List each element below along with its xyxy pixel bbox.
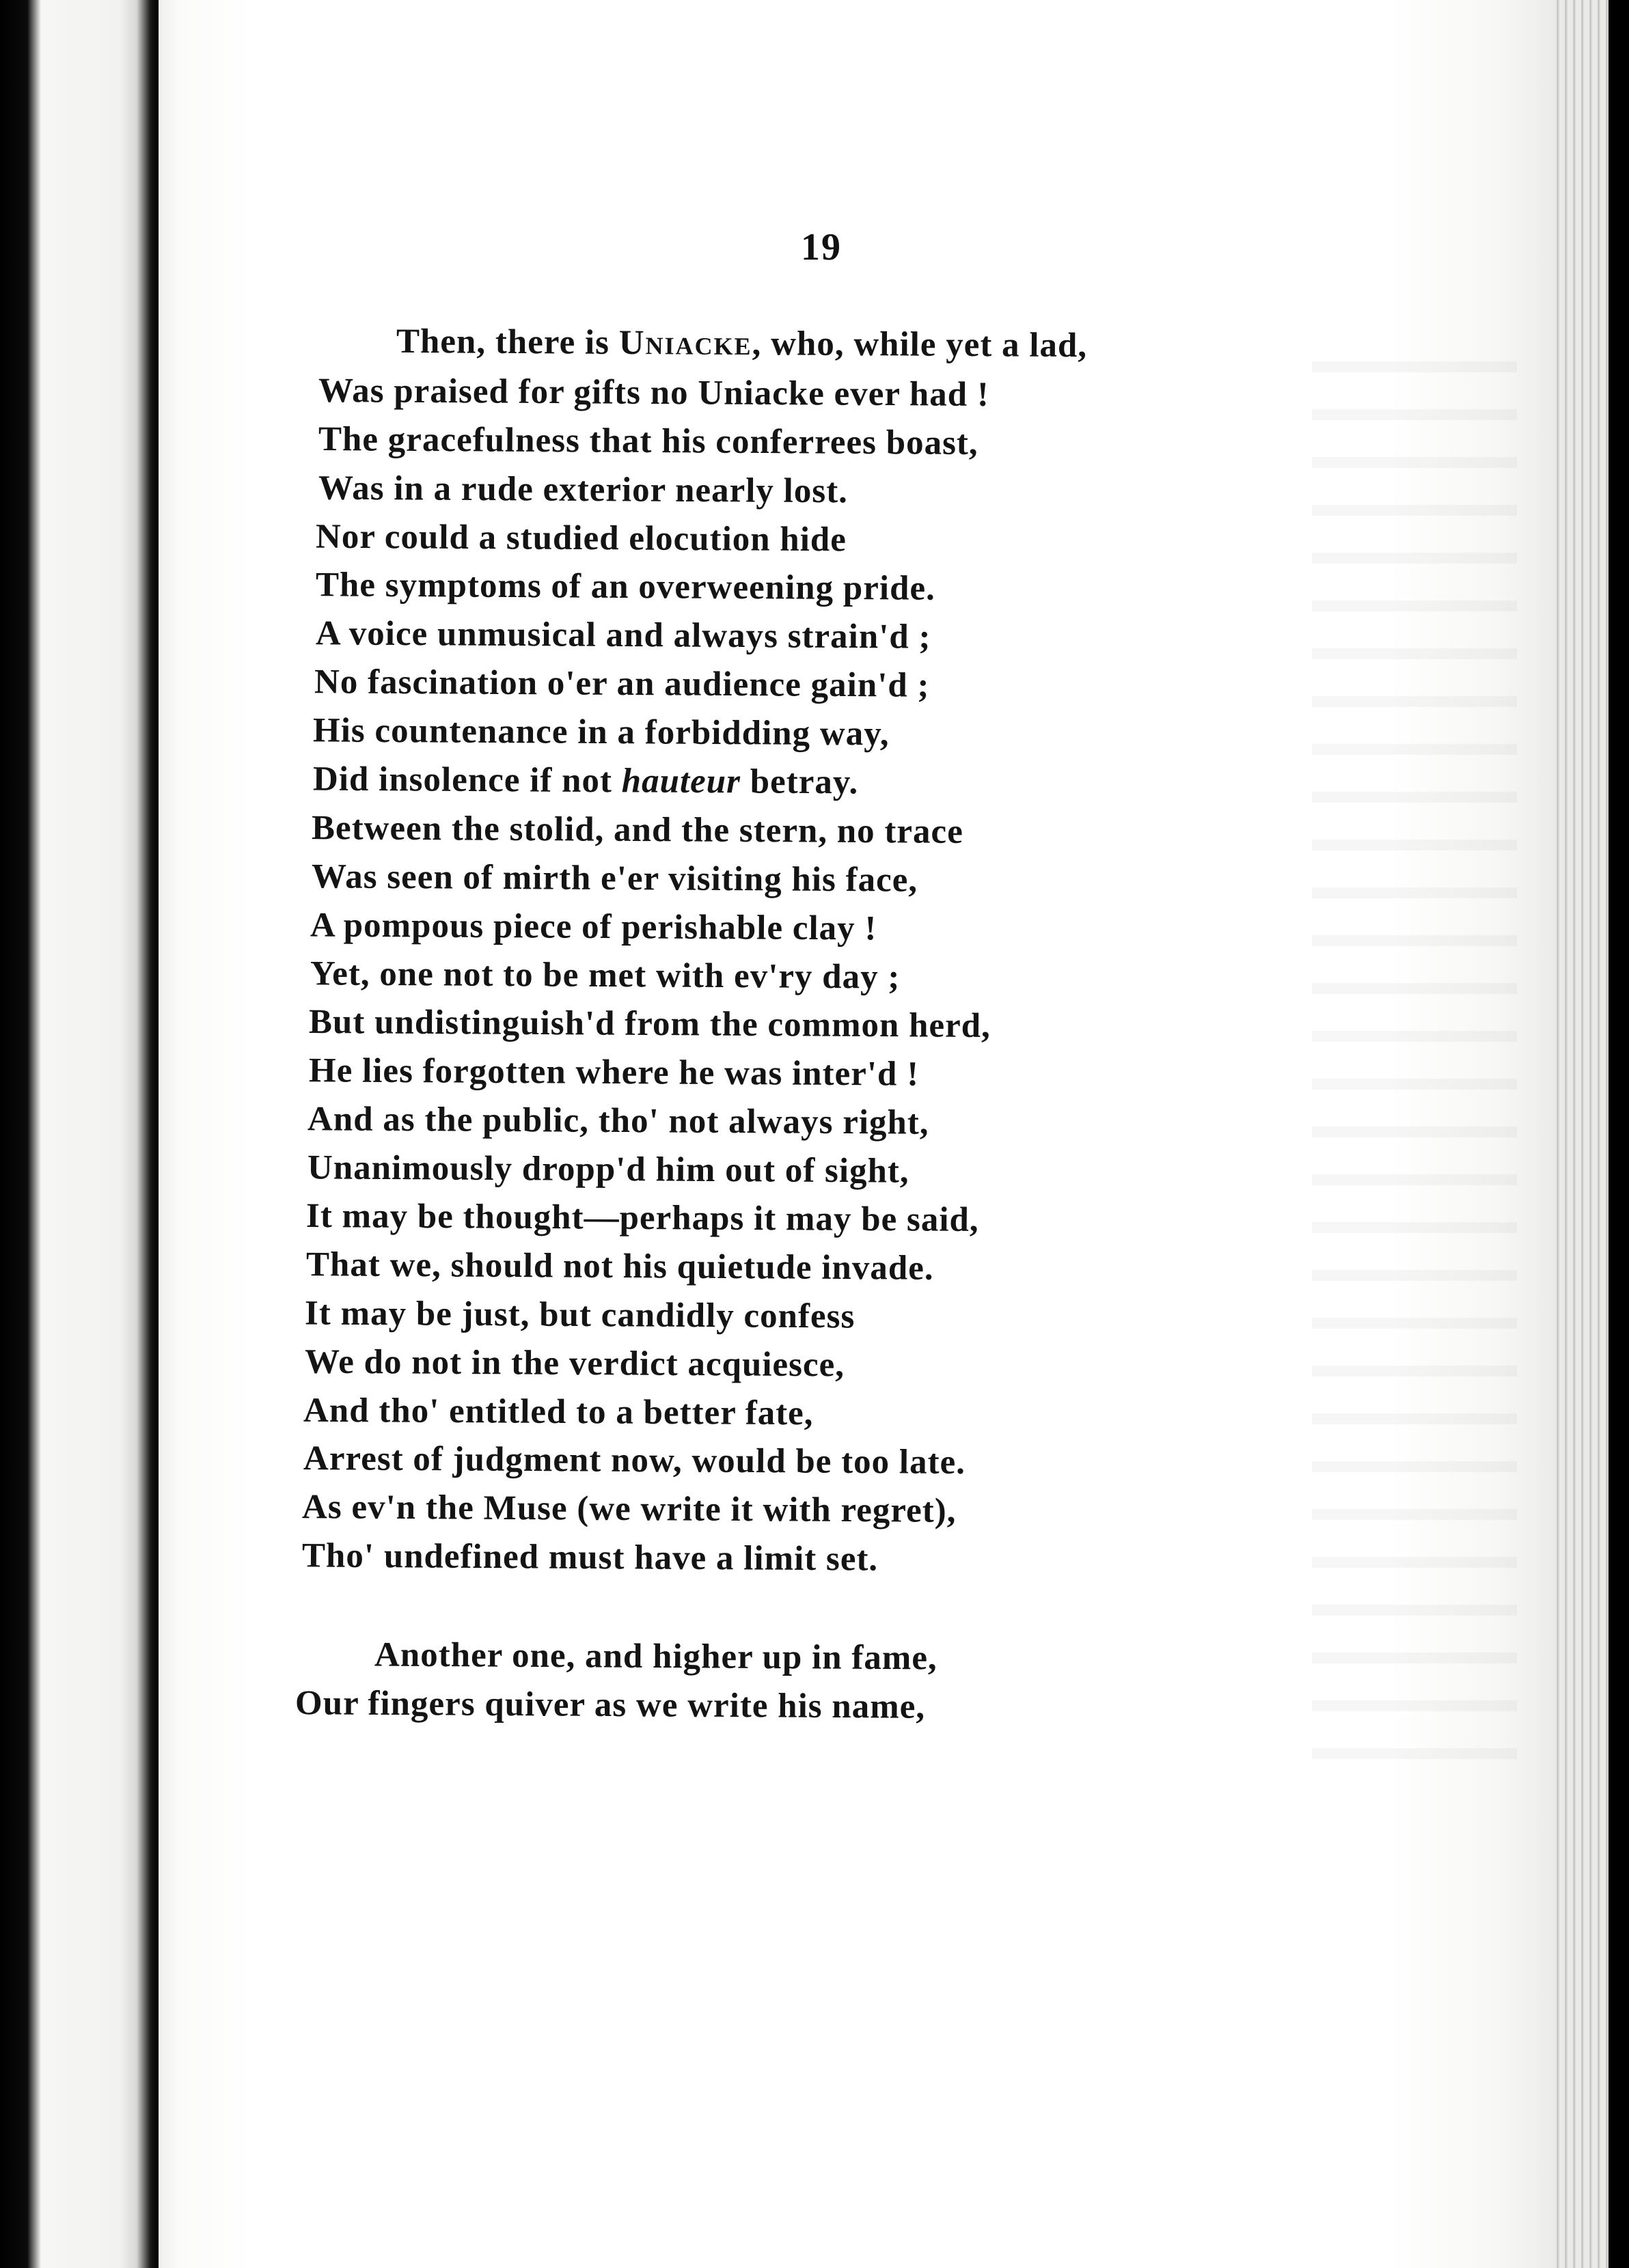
poem-line-6: The symptoms of an overweening pride. bbox=[315, 566, 935, 608]
poem-line-16: He lies forgotten where he was inter'd ! bbox=[308, 1051, 920, 1094]
page-number: 19 bbox=[801, 226, 842, 268]
poem-line-17: And as the public, tho' not always right, bbox=[307, 1100, 929, 1142]
poem-line-12: Was seen of mirth e'er visiting his face, bbox=[311, 857, 918, 900]
poem-line-7: A voice unmusical and always strain'd ; bbox=[315, 614, 931, 656]
poem-line-23: And tho' entitled to a better fate, bbox=[303, 1391, 814, 1433]
poem-line-3: The gracefulness that his conferrees boast, bbox=[318, 420, 978, 462]
poem-line-4: Was in a rude exterior nearly lost. bbox=[318, 469, 849, 511]
poem-line-14: Yet, one not to be met with ev'ry day ; bbox=[310, 954, 901, 997]
poem-line-20: That we, should not his quietude invade. bbox=[305, 1245, 934, 1288]
poem-line-18: Unanimously dropp'd him out of sight, bbox=[307, 1148, 909, 1191]
poem-line-11: Between the stolid, and the stern, no trace bbox=[311, 809, 963, 851]
binding-gutter bbox=[0, 0, 159, 2268]
poem-line-26: Tho' undefined must have a limit set. bbox=[301, 1536, 879, 1579]
poem-line-25: As ev'n the Muse (we write it with regret), bbox=[301, 1488, 957, 1530]
poem-line-5: Nor could a studied elocution hide bbox=[315, 517, 847, 559]
poem-line-24: Arrest of judgment now, would be too late. bbox=[303, 1439, 966, 1482]
poem-line-13: A pompous piece of perishable clay ! bbox=[310, 906, 877, 948]
poem-line-22: We do not in the verdict acquiesce, bbox=[304, 1342, 845, 1385]
poem-line-10: Did insolence if not hauteur betray. bbox=[312, 760, 859, 802]
poem-line-1: Then, there is Uniacke, who, while yet a lad, bbox=[396, 322, 1088, 365]
poem-line-28: Our fingers quiver as we write his name, bbox=[295, 1684, 926, 1726]
poem-line-9: His countenance in a forbidding way, bbox=[312, 711, 890, 753]
poem-line-8: No fascination o'er an audience gain'd ; bbox=[314, 663, 930, 705]
poem-line-19: It may be thought—perhaps it may be said, bbox=[305, 1196, 979, 1240]
poem-line-15: But undistinguish'd from the common herd, bbox=[308, 1002, 991, 1046]
name-uniacke: Uniacke bbox=[618, 323, 752, 363]
facing-page-bleed-through bbox=[1312, 342, 1517, 1762]
poem-line-21: It may be just, but candidly confess bbox=[304, 1294, 855, 1336]
page-edge-stack bbox=[1552, 0, 1629, 2268]
word-hauteur: hauteur bbox=[621, 762, 741, 801]
poem-line-27: Another one, and higher up in fame, bbox=[374, 1635, 937, 1678]
poem-line-2: Was praised for gifts no Uniacke ever had ! bbox=[318, 372, 989, 414]
